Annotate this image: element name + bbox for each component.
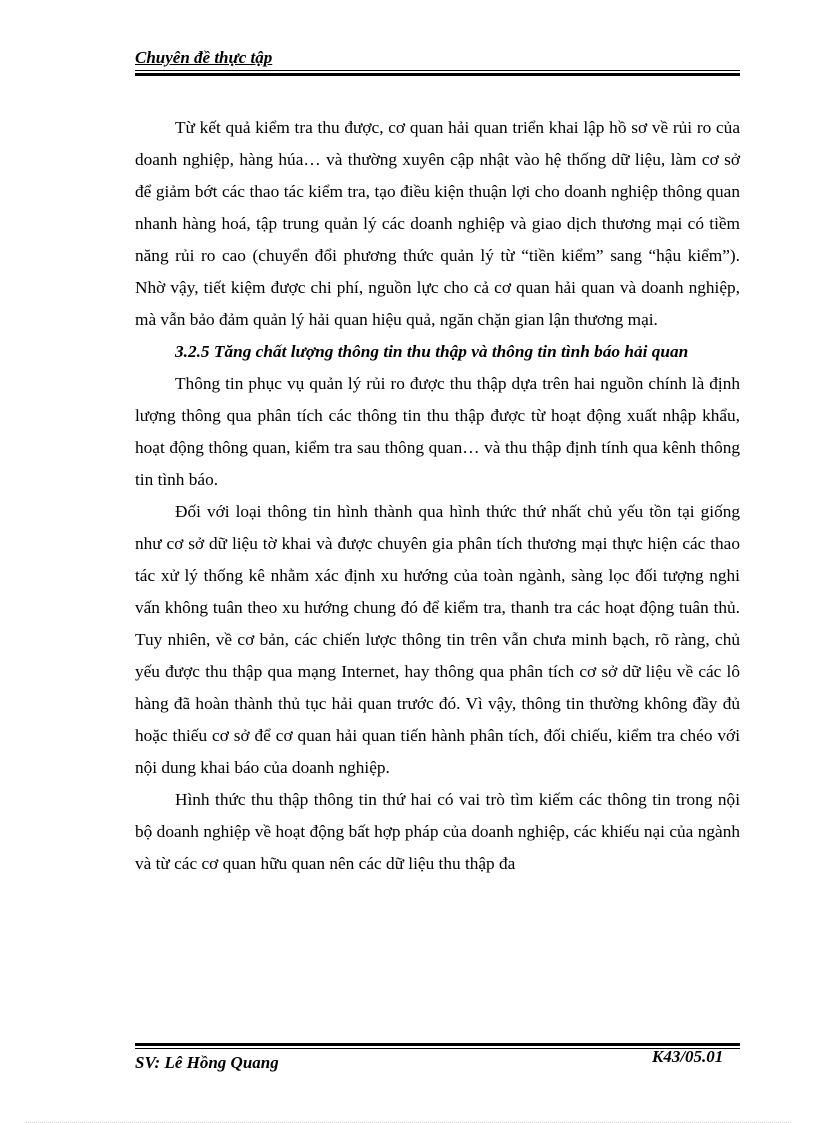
footer-rule-thin xyxy=(135,1048,740,1049)
section-heading: 3.2.5 Tăng chất lượng thông tin thu thập và thông tin tình báo hải quan xyxy=(175,342,689,361)
body-paragraph: Hình thức thu thập thông tin thứ hai có vai trò tìm kiếm các thông tin trong nội bộ doanh nghiệp về hoạt động bất hợp pháp của doanh nghiệp, các khiếu nại của ngành và từ các cơ quan hữu quan nên các dữ liệu thu thập đa xyxy=(135,790,740,873)
document-body xyxy=(135,112,740,880)
header-rule-thin xyxy=(135,70,740,71)
body-paragraph: Từ kết quả kiểm tra thu được, cơ quan hải quan triển khai lập hồ sơ về rủi ro của doanh nghiệp, hàng húa… và thường xuyên cập nhật vào hệ thống dữ liệu, làm cơ sở để giảm bớt các thao tác kiểm tra, tạo điều kiện thuận lợi cho doanh nghiệp thông quan nhanh hàng hoá, tập trung quản lý các doanh nghiệp và giao dịch thương mại có tiềm năng rủi ro cao (chuyển đổi phương thức quản lý từ “tiền kiểm” sang “hậu kiểm”). Nhờ vậy, tiết kiệm được chi phí, nguồn lực cho cả cơ quan hải quan và doanh nghiệp, mà vẫn bảo đảm quản lý hải quan hiệu quả, ngăn chặn gian lận thương mại. xyxy=(135,118,740,329)
footer-class-code: K43/05.01 xyxy=(652,1047,724,1066)
footer-student-name: SV: Lê Hồng Quang xyxy=(135,1053,279,1072)
header-rule-thick xyxy=(135,73,740,76)
footer-rule-thick xyxy=(135,1043,740,1046)
body-paragraph: Đối với loại thông tin hình thành qua hình thức thứ nhất chủ yếu tồn tại giống như cơ sở dữ liệu tờ khai và được chuyên gia phân tích thương mại thực hiện các thao tác xử lý thống kê nhằm xác định xu hướng của toàn ngành, sàng lọc đối tượng nghi vấn không tuân theo xu hướng chung đó để kiểm tra, thanh tra các hoạt động tuân thủ. Tuy nhiên, về cơ bản, các chiến lược thông tin trên vẫn chưa minh bạch, rõ ràng, chủ yếu được thu thập qua mạng Internet, hay thông qua phân tích cơ sở dữ liệu về các lô hàng đã hoàn thành thủ tục hải quan trước đó. Vì vậy, thông tin thường không đầy đủ hoặc thiếu cơ sở để cơ quan hải quan tiến hành phân tích, đối chiếu, kiểm tra chéo với nội dung khai báo của doanh nghiệp. xyxy=(135,502,740,777)
body-paragraph: Thông tin phục vụ quản lý rủi ro được thu thập dựa trên hai nguồn chính là định lượng thông qua phân tích các thông tin thu thập được từ hoạt động xuất nhập khẩu, hoạt động thông quan, kiểm tra sau thông quan… và thu thập định tính qua kênh thông tin tình báo. xyxy=(135,374,740,489)
page-header-title: Chuyên đề thực tập xyxy=(135,48,273,67)
